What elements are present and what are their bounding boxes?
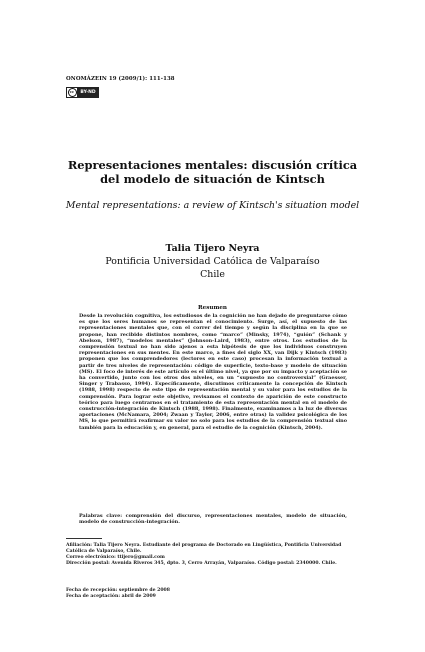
footnote-divider bbox=[66, 538, 102, 539]
article-dates bbox=[66, 588, 360, 601]
footnote-address: Dirección postal: Avenida Riveros 345, dpto. 3, Cerro Arrayán, Valparaíso. Código postal: 2340000. Chile. bbox=[66, 561, 337, 566]
license-label: BY-ND bbox=[78, 88, 98, 97]
affiliation-institution: Pontificia Universidad Católica de Valparaíso bbox=[105, 256, 320, 267]
abstract-heading: Resumen bbox=[198, 305, 227, 311]
received-date: Fecha de recepción: septiembre de 2008 bbox=[66, 588, 170, 593]
footnotes bbox=[66, 543, 360, 567]
keywords: Palabras clave: comprensión del discurso, representaciones mentales, modelo de situación, modelo de construcción-integración. bbox=[79, 513, 347, 526]
affiliation-country: Chile bbox=[200, 268, 225, 280]
accepted-date: Fecha de aceptación: abril de 2009 bbox=[66, 594, 156, 600]
footnote-email: Correo electrónico: ttijero@gmail.com bbox=[66, 555, 165, 560]
article-subtitle: Mental representations: a review of Kintsch's situation model bbox=[65, 200, 360, 211]
journal-reference: ONOMÁZEIN 19 (2009/1): 111-138 bbox=[66, 76, 175, 82]
footnote-affiliation: Afiliación: Talia Tijero Neyra. Estudiante del programa de Doctorado en Lingüística, Pontificia Universidad Católica de Valparaíso, Chile. bbox=[66, 543, 342, 554]
creative-commons-icon: cc bbox=[67, 88, 78, 97]
author-name: Talia Tijero Neyra bbox=[165, 243, 260, 254]
author-affiliation bbox=[60, 256, 365, 281]
license-badge[interactable] bbox=[66, 87, 99, 98]
article-title: Representaciones mentales: discusión crítica del modelo de situación de Kintsch bbox=[67, 158, 358, 186]
abstract-body: Desde la revolución cognitiva, los estudiosos de la cognición no han dejado de preguntarse cómo es que los seres humanos se representan el conocimiento. Surge, así, el supuesto de las representaciones mentales que, con el correr del tiempo y según la disciplina en la que se propone, han recibido distintos nombres, como “marco” (Minsky, 1974), “guión” (Schank y Abelson, 1987), “modelos mentales” (Johnson-Laird, 1983), entre otros. Los estudios de la comprensión textual no han sido ajenos a esta hipótesis de que los individuos construyen representaciones en sus mentes. En este marco, a fines del siglo XX, van Dijk y Kintsch (1983) proponen que los comprendedores (lectores en este caso) procesan la información textual a partir de tres niveles de representación: código de superficie, texto-base y modelo de situación (MS). El foco de interés de este artículo es el último nivel, ya que por su impacto y aceptación se ha convertido, junto con los otros dos niveles, en un “supuesto no controversial” (Graesser, Singer y Trabasso, 1994). Específicamente, discutimos críticamente la concepción de Kintsch (1988, 1998) respecto de este tipo de representación mental y su valor para los estudios de la comprensión. Para lograr este objetivo, revisamos el contexto de aparición de este constructo teórico para luego centrarnos en el tratamiento de esta representación mental en el modelo de construcción-integración de Kintsch (1988, 1998). Finalmente, examinamos a la luz de diversas aportaciones (McNamara, 2004; Zwaan y Taylor, 2006, entre otras) la validez psicológica de los MS, lo que permitirá reafirmar su valor no solo para los estudios de la comprensión textual sino también para la educación y, en general, para el estudio de la cognición (Kintsch, 2004). bbox=[79, 313, 347, 431]
